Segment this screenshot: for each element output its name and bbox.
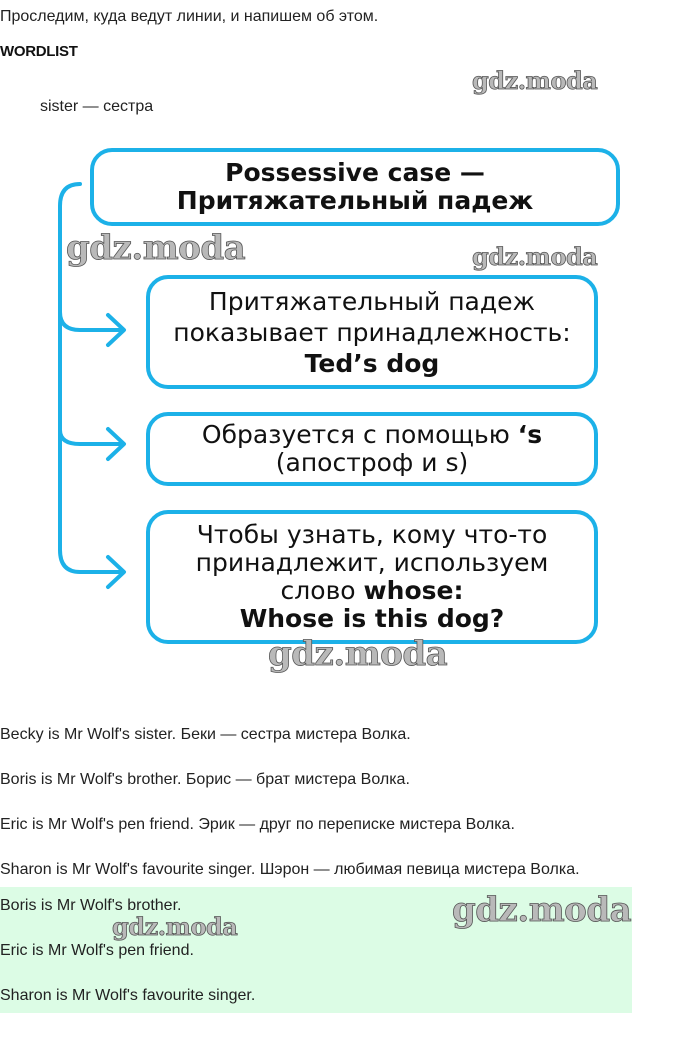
formation-text: Образуется с помощью (201, 420, 518, 449)
whose-line-1: Чтобы узнать, кому что-то (196, 520, 548, 549)
whose-example: Whose is this dog? (239, 604, 505, 633)
answer-line-1: Boris is Mr Wolf's brother. (0, 897, 182, 914)
whose-line-2: принадлежит, используем (195, 548, 549, 577)
wordlist-heading: WORDLIST (0, 43, 78, 60)
whose-keyword: whose: (363, 576, 464, 605)
watermark: gdz.moda (472, 66, 598, 95)
watermark: gdz.moda (452, 890, 632, 930)
answer-line-2: Eric is Mr Wolf's pen friend. (0, 942, 194, 959)
wordlist-partial-row (40, 96, 154, 115)
answer-line-3: Sharon is Mr Wolf's favourite singer. (0, 987, 256, 1004)
formation-apostrophe-s: ‘s (517, 420, 543, 449)
intro-text: Проследим, куда ведут линии, и напишем об этом. (0, 8, 379, 25)
whose-text: слово (280, 576, 364, 605)
watermark: gdz.moda (112, 912, 238, 941)
wordlist-partial-text: sister — сестра (40, 98, 154, 115)
definition-example: Ted’s dog (304, 348, 440, 378)
watermark: gdz.moda (66, 228, 246, 268)
formation-line-1 (202, 421, 542, 449)
connector-branch-1 (60, 312, 120, 330)
diagram-title: Possessive case — Притяжательный падеж (176, 158, 534, 215)
watermark: gdz.moda (472, 242, 598, 271)
definition-box (146, 275, 598, 389)
sentence-4: Sharon is Mr Wolf's favourite singer. Шэрон — любимая певица мистера Волка. (0, 861, 580, 878)
diagram-title-box (90, 148, 620, 226)
watermark: gdz.moda (268, 634, 448, 674)
sentence-3: Eric is Mr Wolf's pen friend. Эрик — друг по переписке мистера Волка. (0, 816, 515, 833)
whose-box (146, 510, 598, 644)
definition-line-2: показывает принадлежность: (173, 317, 571, 347)
sentence-1: Becky is Mr Wolf's sister. Беки — сестра мистера Волка. (0, 726, 411, 743)
whose-line-3 (281, 577, 464, 605)
definition-line-1: Притяжательный падеж (208, 286, 536, 316)
formation-line-2: (апостроф и s) (275, 448, 469, 477)
sentence-2: Boris is Mr Wolf's brother. Борис — брат мистера Волка. (0, 771, 410, 788)
formation-box (146, 412, 598, 486)
possessive-case-diagram (0, 140, 680, 674)
